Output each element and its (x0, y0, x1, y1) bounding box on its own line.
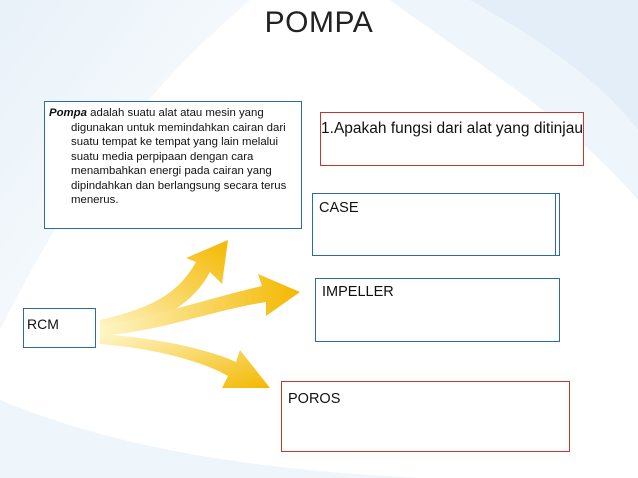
slide-title: POMPA (264, 6, 374, 39)
rcm-box (23, 308, 96, 348)
case-box (312, 193, 560, 256)
definition-text: adalah suatu alat atau mesin yang digunakan untuk memindahkan cairan dari suatu tempat ke tempat yang lain melalui suatu media perpipaan dengan cara menambahkan energi pada cairan yang dipindahkan dan berlangsung secara terus menerus. (71, 107, 287, 206)
poros-box (281, 381, 570, 452)
arrow-down (100, 334, 270, 388)
case-label: CASE (319, 200, 359, 216)
impeller-label: IMPELLER (322, 284, 394, 300)
question-text: 1.Apakah fungsi dari alat yang ditinjau (321, 120, 583, 137)
rcm-label: RCM (27, 316, 59, 332)
definition-term: Pompa (49, 107, 87, 119)
poros-label: POROS (288, 391, 341, 407)
impeller-box (315, 278, 560, 342)
